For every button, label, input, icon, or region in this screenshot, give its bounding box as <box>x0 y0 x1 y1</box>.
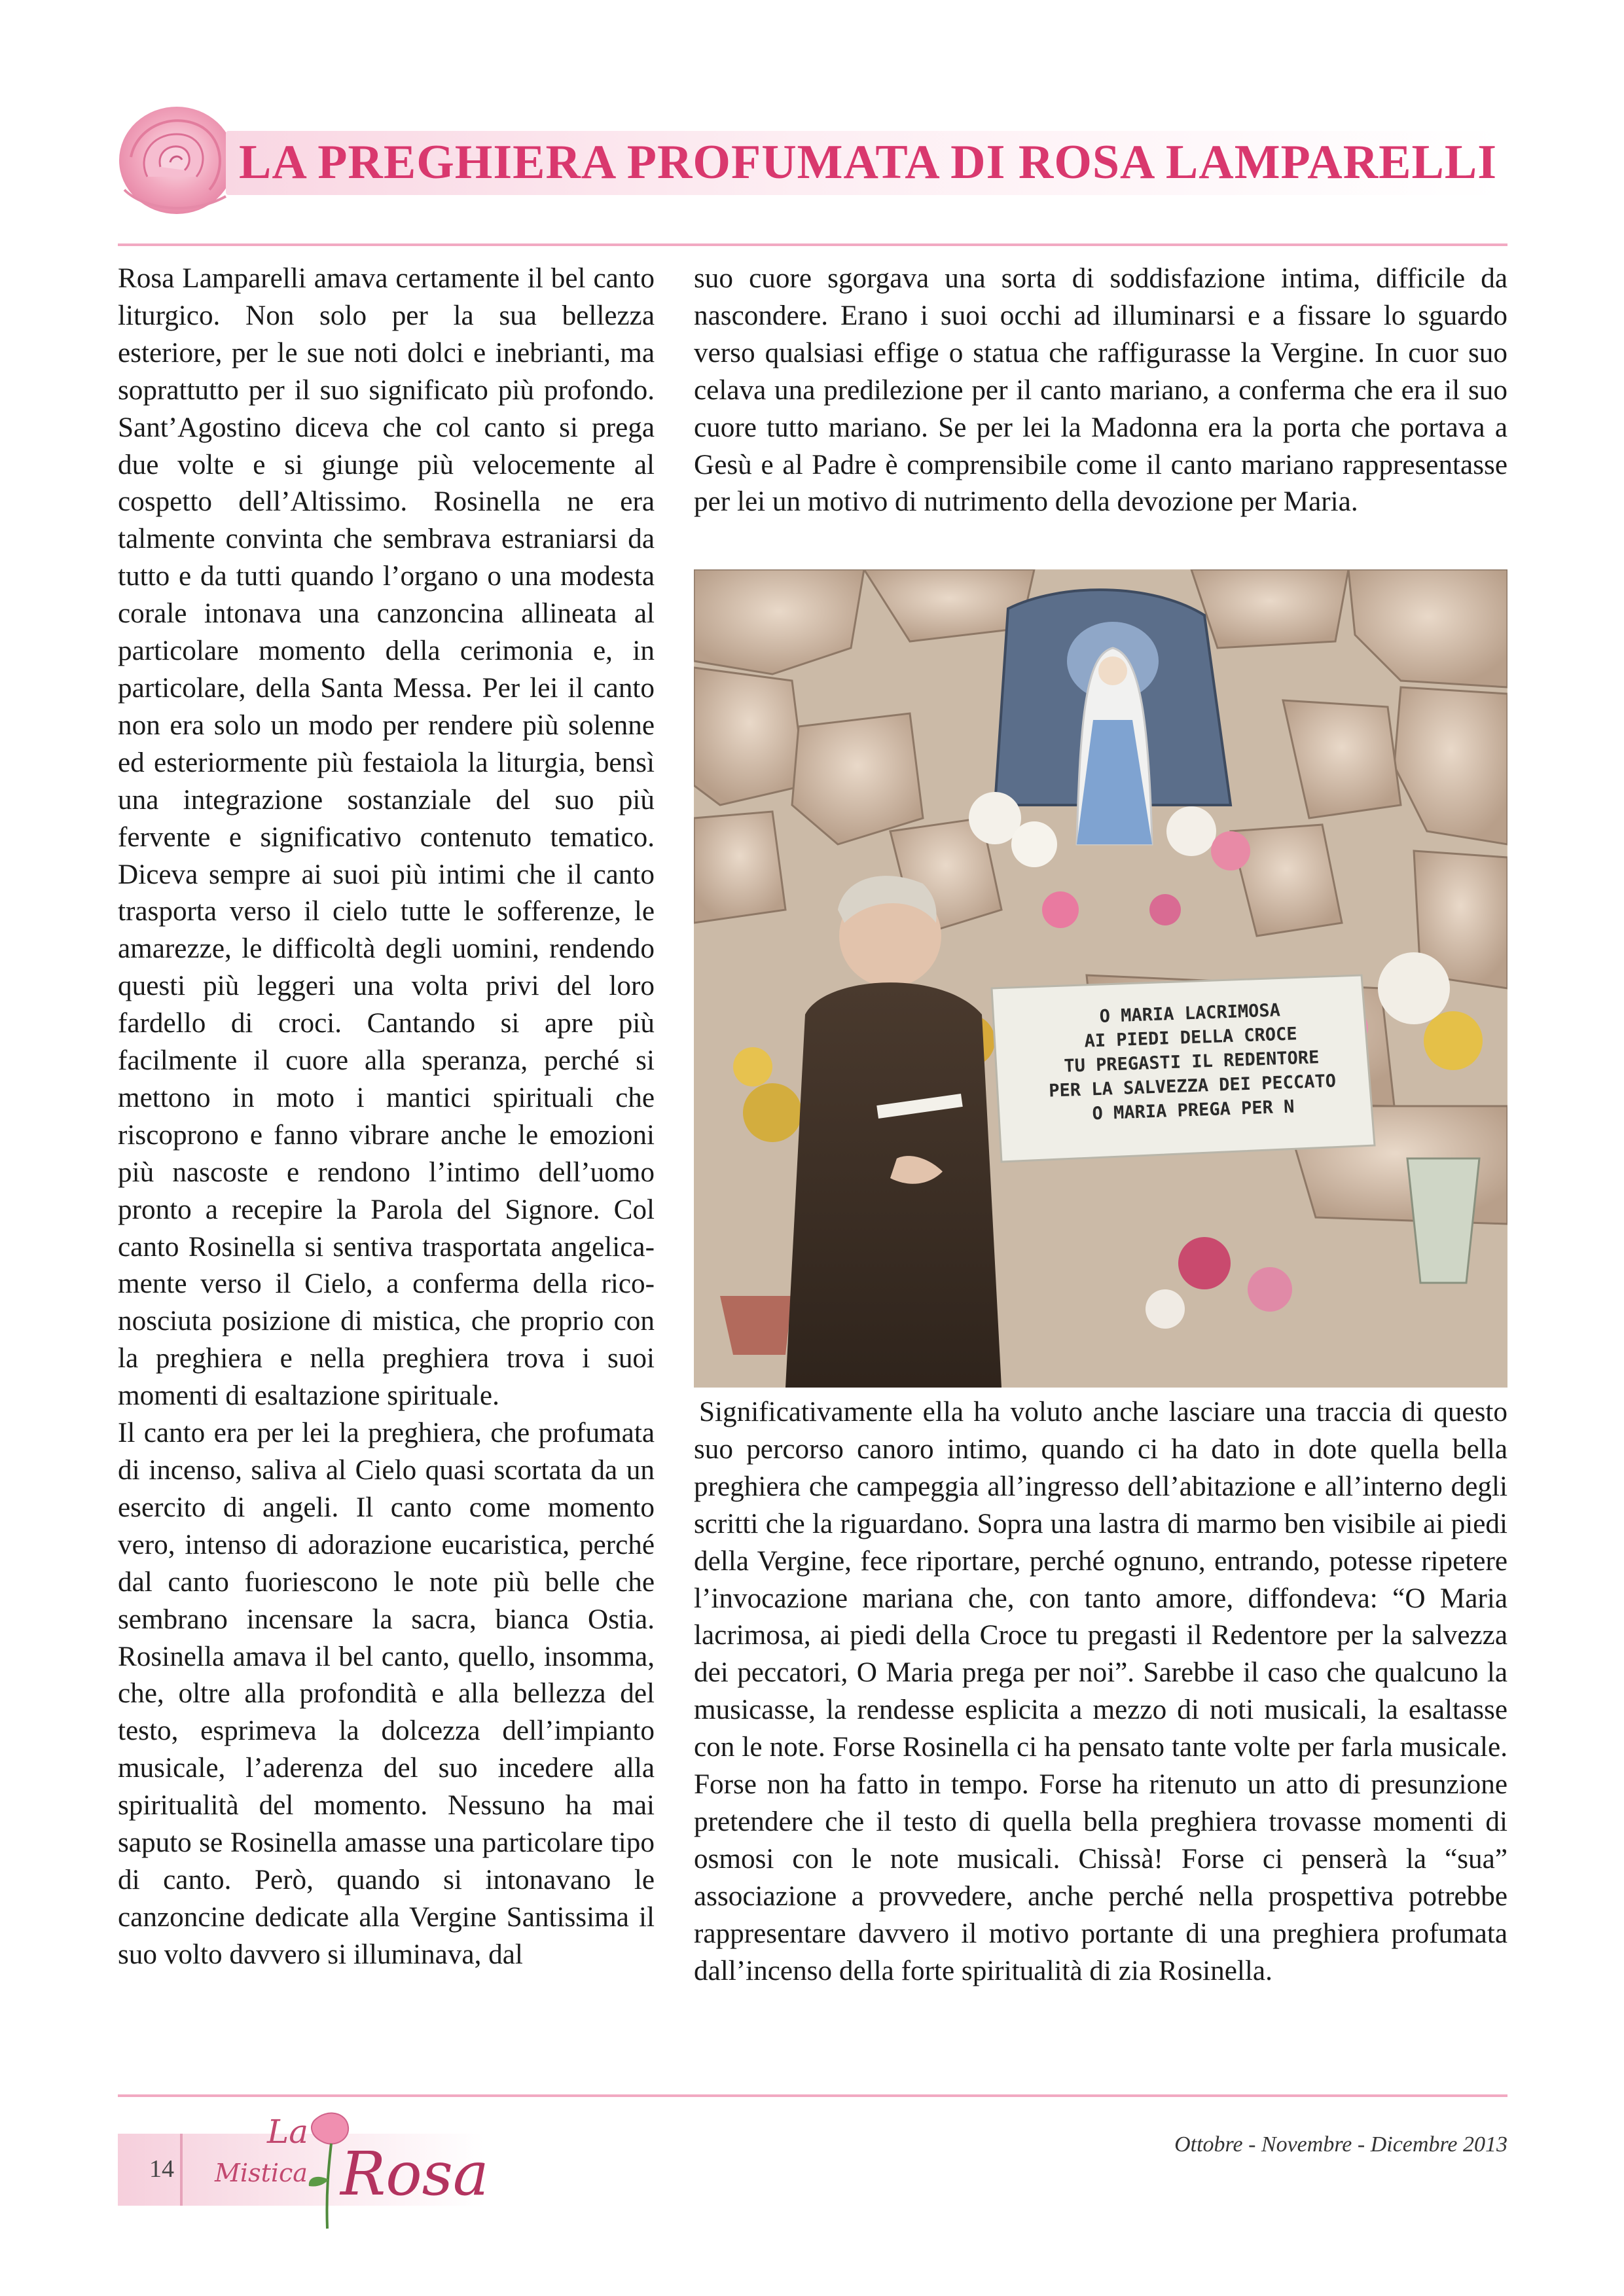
marble-plaque <box>992 974 1390 1137</box>
right-column-top <box>694 260 1507 568</box>
right-column-bottom <box>694 1394 1507 2088</box>
right-paragraph-bottom-text: Significativamente ella ha voluto anche lasciare una traccia di questo suo percorso canoro intimo, quando ci ha dato in dote quella bella preghiera che campeggia all’ingresso dell’abitazione e all’interno degli scritti che la riguardano. Sopra una lastra di marmo ben visibile ai piedi della Vergine, fece riportare, perché ognuno, entrando, potesse ripetere l’invocazione mariana che, con tanto amore, diffondeva: “O Maria lacrimosa, ai piedi della Croce tu pregasti il Redentore per la salvezza dei peccatori, O Maria prega per noi”. Sarebbe il caso che qualcuno la musicasse, la rendesse esplicita a mezzo di noti musicali, la esaltasse con le note. Forse Rosinella ci ha pensato tante volte per farla musicale. Forse non ha fatto in tempo. Forse ha ritenuto un atto di presunzione pretendere che il testo di quella bella preghiera trovasse momenti di osmosi con le note musicali. Chissà! Forse ci penserà la “sua” associazione a provvedere, anche perché nella prospettiva potrebbe rappresentare davvero il motivo portante di una preghiera profumata dall’incenso della forte spiritualità di zia Rosinella. <box>694 1397 1507 1986</box>
logo-text-rosa: Rosa <box>340 2139 489 2209</box>
bottom-divider <box>118 2094 1507 2097</box>
logo-text-mistica: Mistica <box>215 2159 308 2187</box>
rose-icon <box>111 98 242 223</box>
logo-text-la: La <box>267 2113 309 2151</box>
left-column <box>118 260 655 2087</box>
issue-date: Ottobre - Novembre - Dicembre 2013 <box>1174 2132 1507 2157</box>
right-paragraph-top: suo cuore sgorgava una sorta di soddisfazione intima, difficile da nascondere. Erano i suoi occhi ad illuminarsi e a fissare lo sguardo verso qualsiasi effige o statua che raffigurasse la Vergine. In cuor suo celava una predilezione per il canto mariano, a conferma che era il suo cuore tutto mariano. Se per lei la Madonna era la porta che portava a Gesù e al Padre è comprensibile come il canto mariano rappresentasse per lei un motivo di nutrimento della devozione per Maria. <box>694 263 1507 518</box>
left-paragraph-1: Rosa Lamparelli amava certamente il bel canto liturgico. Non solo per la sua bellezza esteriore, per le sue noti dolci e inebrianti, ma soprattutto per il suo significato più profondo. Sant’Agostino diceva che col canto si prega due volte e si giunge più velocemente al cospetto dell’Altissimo. Rosinella ne era talmente convinta che sembrava estraniarsi da tutto e da tutti quando l’organo o una modesta corale intonava una canzoncina allineata al particolare momento della cerimonia e, in particolare, della Santa Messa. Per lei il canto non era solo un modo per rendere più solenne ed esteriormente più festaiola la liturgia, bensì una integrazione sostanziale del suo più fervente e significativo contenuto tematico. Diceva sempre ai suoi più intimi che il canto trasporta verso il cielo tutte le sofferenze, le amarezze, le difficoltà degli uomini, rendendo questi più leggeri una volta privi del loro fardello di croci. Cantando si apre più facilmente il cuore alla speranza, perché si mettono in moto i mantici spirituali che riscoprono e fanno vibrare anche le emozioni più nascoste e rendono l’intimo dell’uomo pronto a recepire la Parola del Signore. Col canto Rosinella si sentiva trasportata angelicamente verso il Cielo, a conferma della riconosciuta posizione di mistica, che proprio con la preghiera e nella preghiera trova i suoi momenti di esaltazione spirituale. <box>118 263 655 1412</box>
right-paragraph-bottom <box>694 1394 1507 1990</box>
plaque-line-4: PER LA SALVEZZA DEI PECCATO <box>1048 1071 1337 1102</box>
plaque-line-2: AI PIEDI DELLA CROCE <box>1084 1024 1298 1052</box>
plaque-line-3: TU PREGASTI IL REDENTORE <box>1063 1047 1320 1077</box>
left-paragraph-2: Il canto era per lei la preghiera, che profumata di incenso, saliva al Cielo quasi scortata da un esercito di angeli. Il canto come momento vero, intenso di adorazione eucaristica, perché dal canto fuoriescono le note più belle che sembrano incensare la sacra, bianca Ostia. Rosinella amava il bel canto, quello, insomma, che, oltre alla profondità e alla bellezza del testo, esprimeva la dolcezza dell’impianto musicale, l’aderenza del suo incedere alla spiritualità del momento. Nessuno ha mai saputo se Rosinella amasse una particolare tipo di canto. Però, quando si intonavano le canzoncine dedicate alla Vergine Santissima il suo volto davvero si illuminava, dal <box>118 1418 655 1970</box>
page-number: 14 <box>149 2155 174 2183</box>
grotto-photo <box>694 569 1507 1388</box>
plaque-line-1: O MARIA LACRIMOSA <box>1099 1000 1281 1027</box>
plaque-line-5: O MARIA PREGA PER N <box>1092 1096 1295 1124</box>
top-divider <box>118 243 1507 246</box>
article-title: LA PREGHIERA PROFUMATA DI ROSA LAMPARELLI <box>239 135 1498 189</box>
